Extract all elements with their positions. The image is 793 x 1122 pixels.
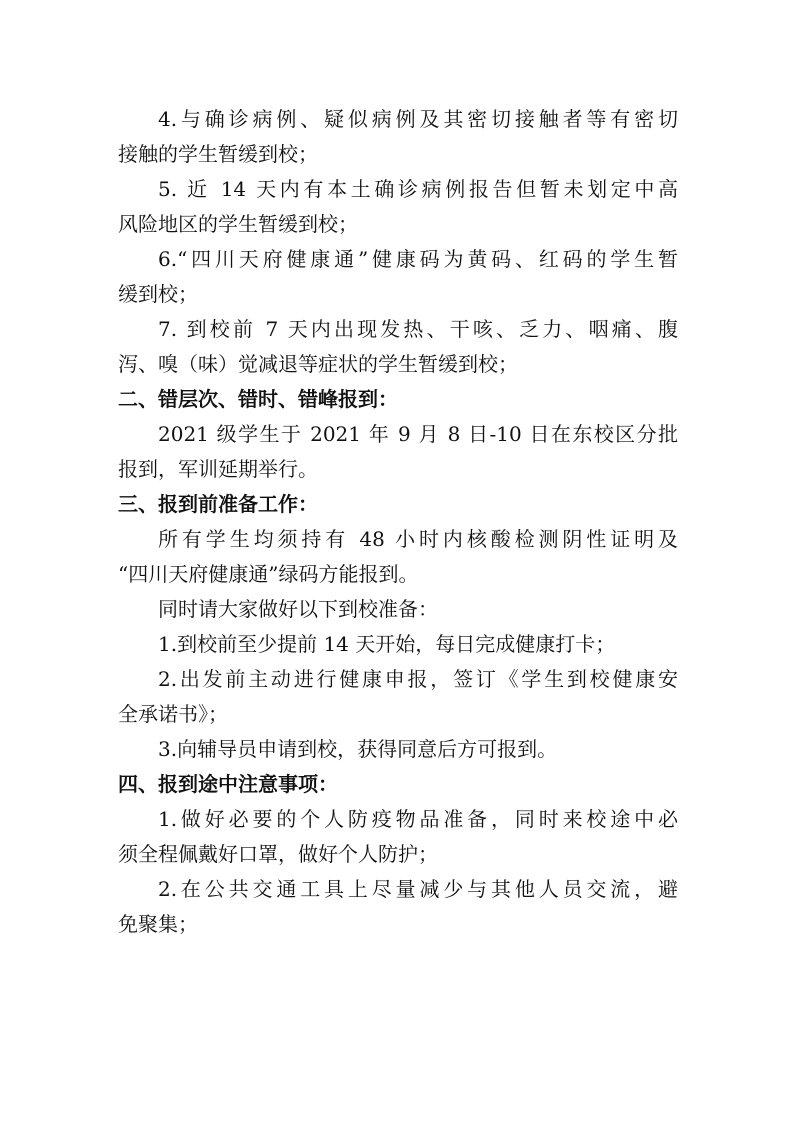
item-7-line-1: 7. 到校前 7 天内出现发热、干咳、乏力、咽痛、腹 [158,317,678,341]
section-2-line-1: 2021 级学生于 2021 年 9 月 8 日-10 日在东校区分批 [158,422,678,446]
section-2-heading: 二、错层次、错时、错峰报到： [118,387,398,411]
section-4-item-2-line-2: 免聚集； [118,912,198,936]
item-5-line-1: 5. 近 14 天内有本土确诊病例报告但暂未划定中高 [158,177,678,201]
section-3-item-1: 1.到校前至少提前 14 天开始，每日完成健康打卡； [158,632,616,656]
section-3-item-2-line-1: 2.出发前主动进行健康申报，签订《学生到校健康安 [158,667,678,691]
item-6-line-1: 6.“四川天府健康通”健康码为黄码、红码的学生暂 [158,247,678,271]
section-3-item-2-line-2: 全承诺书》； [118,702,228,726]
item-7-line-2: 泻、嗅（味）觉减退等症状的学生暂缓到校； [118,352,518,376]
section-3-para-1-line-1: 所有学生均须持有 48 小时内核酸检测阴性证明及 [158,527,678,551]
section-3-heading: 三、报到前准备工作： [118,492,318,516]
section-4-item-1-line-1: 1.做好必要的个人防疫物品准备，同时来校途中必 [158,807,678,831]
item-6-line-2: 缓到校； [118,282,198,306]
section-2-line-2: 报到，军训延期举行。 [118,457,318,481]
section-4-item-1-line-2: 须全程佩戴好口罩，做好个人防护； [118,842,438,866]
item-5-line-2: 风险地区的学生暂缓到校； [118,212,358,236]
section-3-item-3: 3.向辅导员申请到校，获得同意后方可报到。 [158,737,558,761]
section-3-para-2: 同时请大家做好以下到校准备： [158,597,438,621]
document-page [118,102,678,942]
section-3-para-1-line-2: “四川天府健康通”绿码方能报到。 [118,562,419,586]
item-4-line-2: 接触的学生暂缓到校； [118,142,318,166]
section-4-item-2-line-1: 2.在公共交通工具上尽量减少与其他人员交流，避 [158,877,678,901]
item-4-line-1: 4.与确诊病例、疑似病例及其密切接触者等有密切 [158,107,678,131]
section-4-heading: 四、报到途中注意事项： [118,772,338,796]
